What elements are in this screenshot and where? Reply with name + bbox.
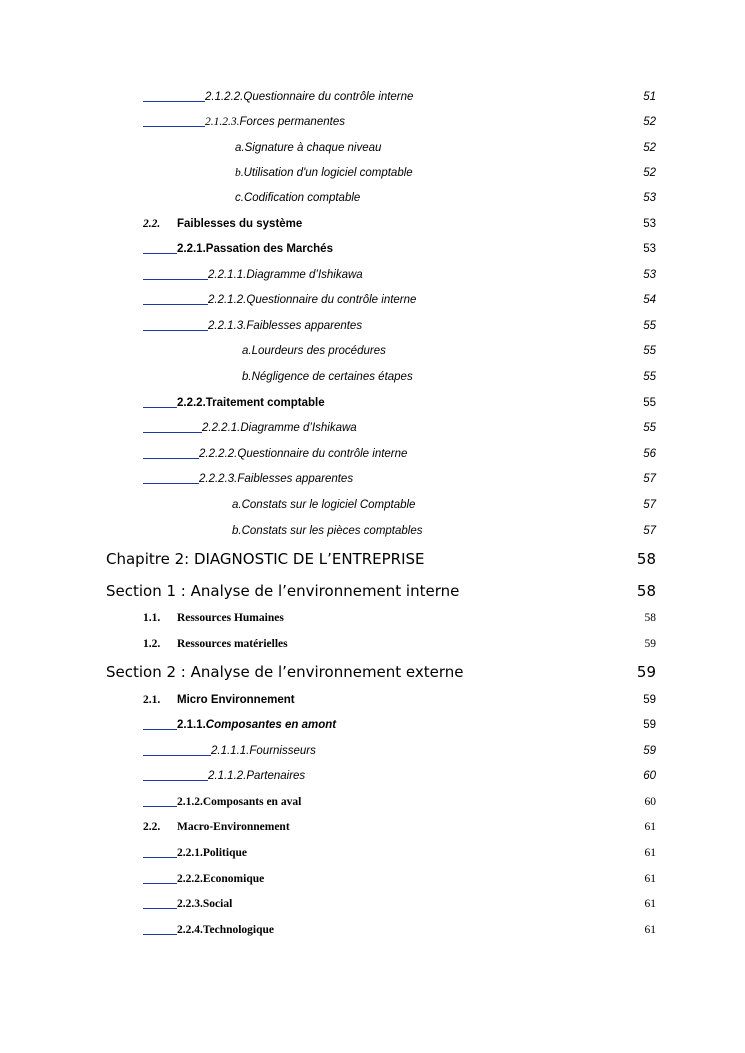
entry-title: Faiblesses apparentes	[246, 320, 363, 332]
page-number: 53	[643, 243, 656, 255]
toc-entry[interactable]	[143, 896, 656, 912]
entry-number: 2.2.3.	[177, 898, 203, 910]
blue-leader-line	[143, 125, 205, 127]
page-number: 61	[644, 898, 656, 910]
page-number: 59	[643, 745, 656, 757]
toc-entry[interactable]	[242, 343, 656, 359]
entry-number: 2.2.2.	[177, 397, 206, 409]
entry-number: 2.1.1.1.	[211, 745, 250, 757]
toc-entry[interactable]	[235, 140, 656, 156]
blue-leader-line	[143, 303, 208, 305]
toc-entry[interactable]	[143, 768, 656, 784]
entry-title: Signature à chaque niveau	[244, 142, 382, 154]
page-number: 52	[643, 116, 656, 128]
page-number: 57	[643, 525, 656, 537]
entry-title: Diagramme d’Ishikawa	[240, 422, 357, 434]
toc-entry[interactable]	[242, 369, 656, 385]
page-number: 55	[643, 422, 656, 434]
toc-section-entry[interactable]	[106, 662, 656, 682]
entry-title: Constats sur les pièces comptables	[241, 525, 423, 537]
entry-title: Micro Environnement	[177, 694, 295, 706]
entry-number: a.	[235, 142, 245, 154]
toc-entry[interactable]	[143, 114, 656, 130]
page-number: 61	[644, 873, 656, 885]
entry-title: Traitement comptable	[205, 397, 325, 409]
entry-number: 2.2.1.	[177, 243, 206, 255]
entry-number: 2.2.1.3.	[208, 320, 247, 332]
entry-number: a.	[232, 499, 242, 511]
toc-entry[interactable]	[143, 89, 656, 105]
toc-entry[interactable]	[143, 420, 656, 436]
page-number: 53	[643, 192, 656, 204]
entry-number: 2.1.	[143, 694, 161, 706]
entry-title: Economique	[202, 873, 265, 885]
entry-title: Négligence de certaines étapes	[251, 371, 413, 383]
page-number: 55	[643, 371, 656, 383]
page-number: 59	[643, 719, 656, 731]
toc-entry[interactable]	[143, 636, 656, 652]
toc-entry[interactable]	[232, 523, 656, 539]
toc-entry[interactable]	[143, 216, 656, 232]
page-number: 52	[643, 142, 656, 154]
entry-title: Chapitre 2: DIAGNOSTIC DE L’ENTREPRISE	[106, 550, 425, 568]
blue-leader-line	[143, 457, 199, 459]
blue-leader-line	[143, 779, 208, 781]
entry-title: Constats sur le logiciel Comptable	[241, 499, 416, 511]
toc-entry[interactable]	[143, 794, 656, 810]
blue-leader-line	[143, 907, 177, 909]
page-number: 54	[643, 294, 656, 306]
entry-title: Section 1 : Analyse de l’environnement interne	[106, 582, 460, 600]
blue-leader-line	[143, 856, 177, 858]
toc-chapter-entry[interactable]	[106, 549, 656, 569]
toc-entry[interactable]	[232, 497, 656, 513]
blue-leader-line	[143, 482, 199, 484]
toc-entry[interactable]	[235, 165, 656, 181]
entry-number: 2.2.1.2.	[208, 294, 247, 306]
entry-number: 2.2.2.2.	[199, 448, 238, 460]
entry-number: 1.1.	[143, 612, 161, 624]
entry-title: Fournisseurs	[249, 745, 316, 757]
entry-number: 2.2.	[143, 821, 161, 833]
entry-number: 2.2.2.1.	[202, 422, 241, 434]
page-number: 55	[643, 345, 656, 357]
entry-title: Questionnaire du contrôle interne	[243, 91, 414, 103]
entry-number: b.	[232, 525, 242, 537]
page-number: 52	[643, 167, 656, 179]
toc-entry[interactable]	[143, 318, 656, 334]
toc-entry[interactable]	[143, 471, 656, 487]
toc-entry[interactable]	[143, 395, 656, 411]
blue-leader-line	[143, 805, 177, 807]
entry-number: 2.2.2.	[177, 873, 203, 885]
blue-leader-line	[143, 406, 177, 408]
page-number: 57	[643, 473, 656, 485]
toc-entry[interactable]	[143, 446, 656, 462]
blue-leader-line	[143, 882, 177, 884]
entry-title: Passation des Marchés	[205, 243, 333, 255]
entry-title: Ressources Humaines	[177, 612, 284, 624]
page-number: 53	[643, 269, 656, 281]
toc-section-entry[interactable]	[106, 581, 656, 601]
page-number: 58	[636, 582, 656, 600]
entry-title: Composantes en amont	[205, 719, 337, 731]
entry-number: 2.1.2.2.	[205, 91, 244, 103]
entry-title: Section 2 : Analyse de l’environnement externe	[106, 663, 464, 681]
entry-number: 1.2.	[143, 638, 161, 650]
entry-title: Utilisation d'un logiciel comptable	[243, 167, 413, 179]
page-number: 60	[643, 770, 656, 782]
entry-number: 2.1.1.	[177, 719, 206, 731]
entry-number: c.	[235, 192, 244, 204]
entry-title: Faiblesses apparentes	[237, 473, 354, 485]
entry-title: Diagramme d’Ishikawa	[246, 269, 363, 281]
toc-entry[interactable]	[143, 267, 656, 283]
entry-number: 2.2.1.	[177, 847, 203, 859]
entry-title: Faiblesses du système	[177, 218, 303, 230]
entry-number: 2.2.1.1.	[208, 269, 247, 281]
entry-number: 2.2.	[143, 218, 161, 230]
toc-entry[interactable]	[143, 610, 656, 626]
entry-title: Questionnaire du contrôle interne	[246, 294, 417, 306]
toc-entry[interactable]	[143, 743, 656, 759]
page-number: 53	[643, 218, 656, 230]
toc-entry[interactable]	[143, 717, 656, 733]
blue-leader-line	[143, 100, 205, 102]
blue-leader-line	[143, 252, 177, 254]
page-number: 59	[644, 638, 656, 650]
blue-leader-line	[143, 933, 177, 935]
page-number: 59	[643, 694, 656, 706]
page-number: 60	[644, 796, 656, 808]
page-number: 58	[644, 612, 656, 624]
toc-entry[interactable]	[143, 292, 656, 308]
toc-entry[interactable]	[143, 692, 656, 708]
blue-leader-line	[143, 278, 208, 280]
blue-leader-line	[143, 754, 211, 756]
entry-title: Questionnaire du contrôle interne	[237, 448, 408, 460]
page-number: 57	[643, 499, 656, 511]
entry-title: Codification comptable	[243, 192, 361, 204]
toc-entry[interactable]	[143, 845, 656, 861]
entry-number: 2.1.2.3.	[205, 116, 240, 128]
blue-leader-line	[143, 329, 208, 331]
page-number: 55	[643, 320, 656, 332]
entry-number: 2.1.1.2.	[208, 770, 247, 782]
entry-number: 2.2.4.	[177, 924, 203, 936]
entry-number: 2.1.2.	[177, 796, 203, 808]
toc-entry[interactable]	[143, 871, 656, 887]
page-number: 51	[643, 91, 656, 103]
blue-leader-line	[143, 728, 177, 730]
entry-number: b.	[235, 167, 244, 179]
page-number: 55	[643, 397, 656, 409]
entry-title: Macro-Environnement	[177, 821, 290, 833]
page-number: 61	[644, 821, 656, 833]
entry-number: a.	[242, 345, 252, 357]
page-number: 61	[644, 847, 656, 859]
entry-title: Lourdeurs des procédures	[251, 345, 386, 357]
entry-title: Forces permanentes	[239, 116, 345, 128]
toc-entry[interactable]	[143, 241, 656, 257]
entry-title: Social	[202, 898, 233, 910]
entry-title: Politique	[202, 847, 247, 859]
toc-entry[interactable]	[143, 922, 656, 938]
toc-entry[interactable]	[143, 819, 656, 835]
entry-title: Ressources matérielles	[177, 638, 288, 650]
entry-number: 2.2.2.3.	[199, 473, 238, 485]
page-number: 58	[636, 550, 656, 568]
page-number: 59	[636, 663, 656, 681]
entry-title: Composants en aval	[202, 796, 302, 808]
blue-leader-line	[143, 431, 202, 433]
page-number: 56	[643, 448, 656, 460]
entry-number: b.	[242, 371, 252, 383]
page-number: 61	[644, 924, 656, 936]
toc-entry[interactable]	[235, 190, 656, 206]
entry-title: Partenaires	[246, 770, 306, 782]
entry-title: Technologique	[202, 924, 275, 936]
